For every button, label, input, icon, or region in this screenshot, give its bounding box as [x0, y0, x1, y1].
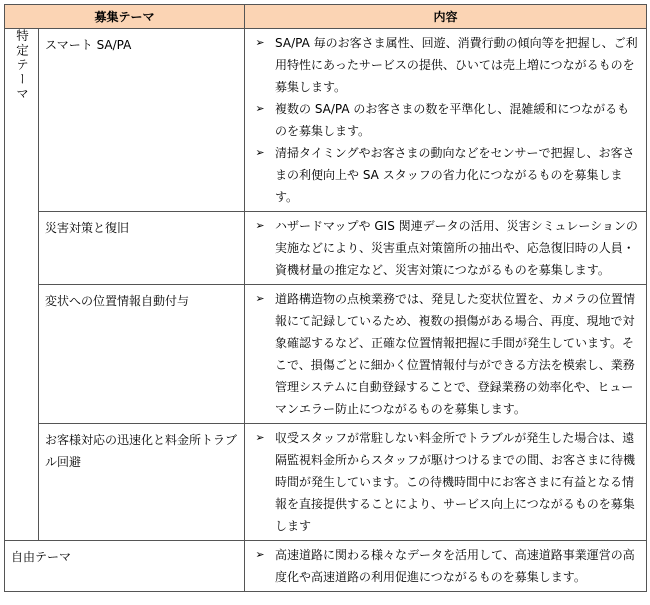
bullet-list — [251, 215, 638, 281]
arrow-bullet-icon: ➢ — [255, 36, 265, 49]
content-cell — [245, 424, 647, 541]
theme-table — [4, 4, 647, 592]
item-text: 複数の SA/PA のお客さまの数を平準化し、混雑緩和につながるものを募集します。 — [275, 102, 630, 138]
item-text: 道路構造物の点検業務では、発見した変状位置を、カメラの位置情報にて記録しているため、複数の損傷がある場合、再度、現地で対象確認するなど、正確な位置情報把握に手間が発生しています。そこで、損傷ごとに細かく位置情報付与ができる方法を模索し、業務管理システムに自動登録することで、登録業務の効率化や、ヒューマンエラー防止につながるものを募集します。 — [275, 292, 636, 416]
theme-cell: 変状への位置情報自動付与 — [39, 285, 245, 424]
header-theme: 募集テーマ — [5, 5, 245, 29]
arrow-bullet-icon: ➢ — [255, 548, 265, 561]
table-row — [5, 212, 647, 285]
arrow-bullet-icon: ➢ — [255, 292, 265, 305]
theme-cell: スマート SA/PA — [39, 29, 245, 212]
list-item — [251, 215, 638, 281]
table-row — [5, 424, 647, 541]
group-cell — [5, 29, 39, 541]
arrow-bullet-icon: ➢ — [255, 431, 265, 444]
group-label: 特定テーマ — [14, 29, 30, 102]
list-item — [251, 32, 638, 98]
list-item — [251, 544, 638, 588]
item-text: SA/PA 毎のお客さま属性、回遊、消費行動の傾向等を把握し、ご利用特性にあったサービスの提供、ひいては売上増につながるものを募集します。 — [275, 36, 638, 94]
header-content: 内容 — [245, 5, 647, 29]
theme-cell: 災害対策と復旧 — [39, 212, 245, 285]
table-row — [5, 285, 647, 424]
item-text: ハザードマップや GIS 関連データの活用、災害シミュレーションの実施などにより、災害重点対策箇所の抽出や、応急復旧時の人員・資機材量の推定など、災害対策につながるものを募集します。 — [275, 219, 638, 277]
list-item — [251, 427, 638, 537]
arrow-bullet-icon: ➢ — [255, 102, 265, 115]
content-cell — [245, 285, 647, 424]
list-item — [251, 142, 638, 208]
theme-cell: お客様対応の迅速化と料金所トラブル回避 — [39, 424, 245, 541]
list-item — [251, 98, 638, 142]
arrow-bullet-icon: ➢ — [255, 219, 265, 232]
content-cell — [245, 541, 647, 592]
item-text: 高速道路に関わる様々なデータを活用して、高速道路事業運営の高度化や高速道路の利用促進につながるものを募集します。 — [275, 548, 635, 584]
content-cell — [245, 212, 647, 285]
table-row — [5, 29, 647, 212]
content-cell — [245, 29, 647, 212]
table-row — [5, 541, 647, 592]
bullet-list — [251, 32, 638, 208]
header-row — [5, 5, 647, 29]
list-item — [251, 288, 638, 420]
arrow-bullet-icon: ➢ — [255, 146, 265, 159]
item-text: 収受スタッフが常駐しない料金所でトラブルが発生した場合は、遠隔監視料金所からスタッフが駆けつけるまでの間、お客さまに待機時間が発生しています。この待機時間中にお客さまに有益となる情報を直接提供することにより、サービス向上につながるものを募集します — [275, 431, 636, 533]
bullet-list — [251, 288, 638, 420]
item-text: 清掃タイミングやお客さまの動向などをセンサーで把握し、お客さまの利便向上や SA スタッフの省力化につながるものを募集します。 — [275, 146, 635, 204]
bullet-list — [251, 544, 638, 588]
bullet-list — [251, 427, 638, 537]
free-theme-label: 自由テーマ — [5, 541, 245, 592]
